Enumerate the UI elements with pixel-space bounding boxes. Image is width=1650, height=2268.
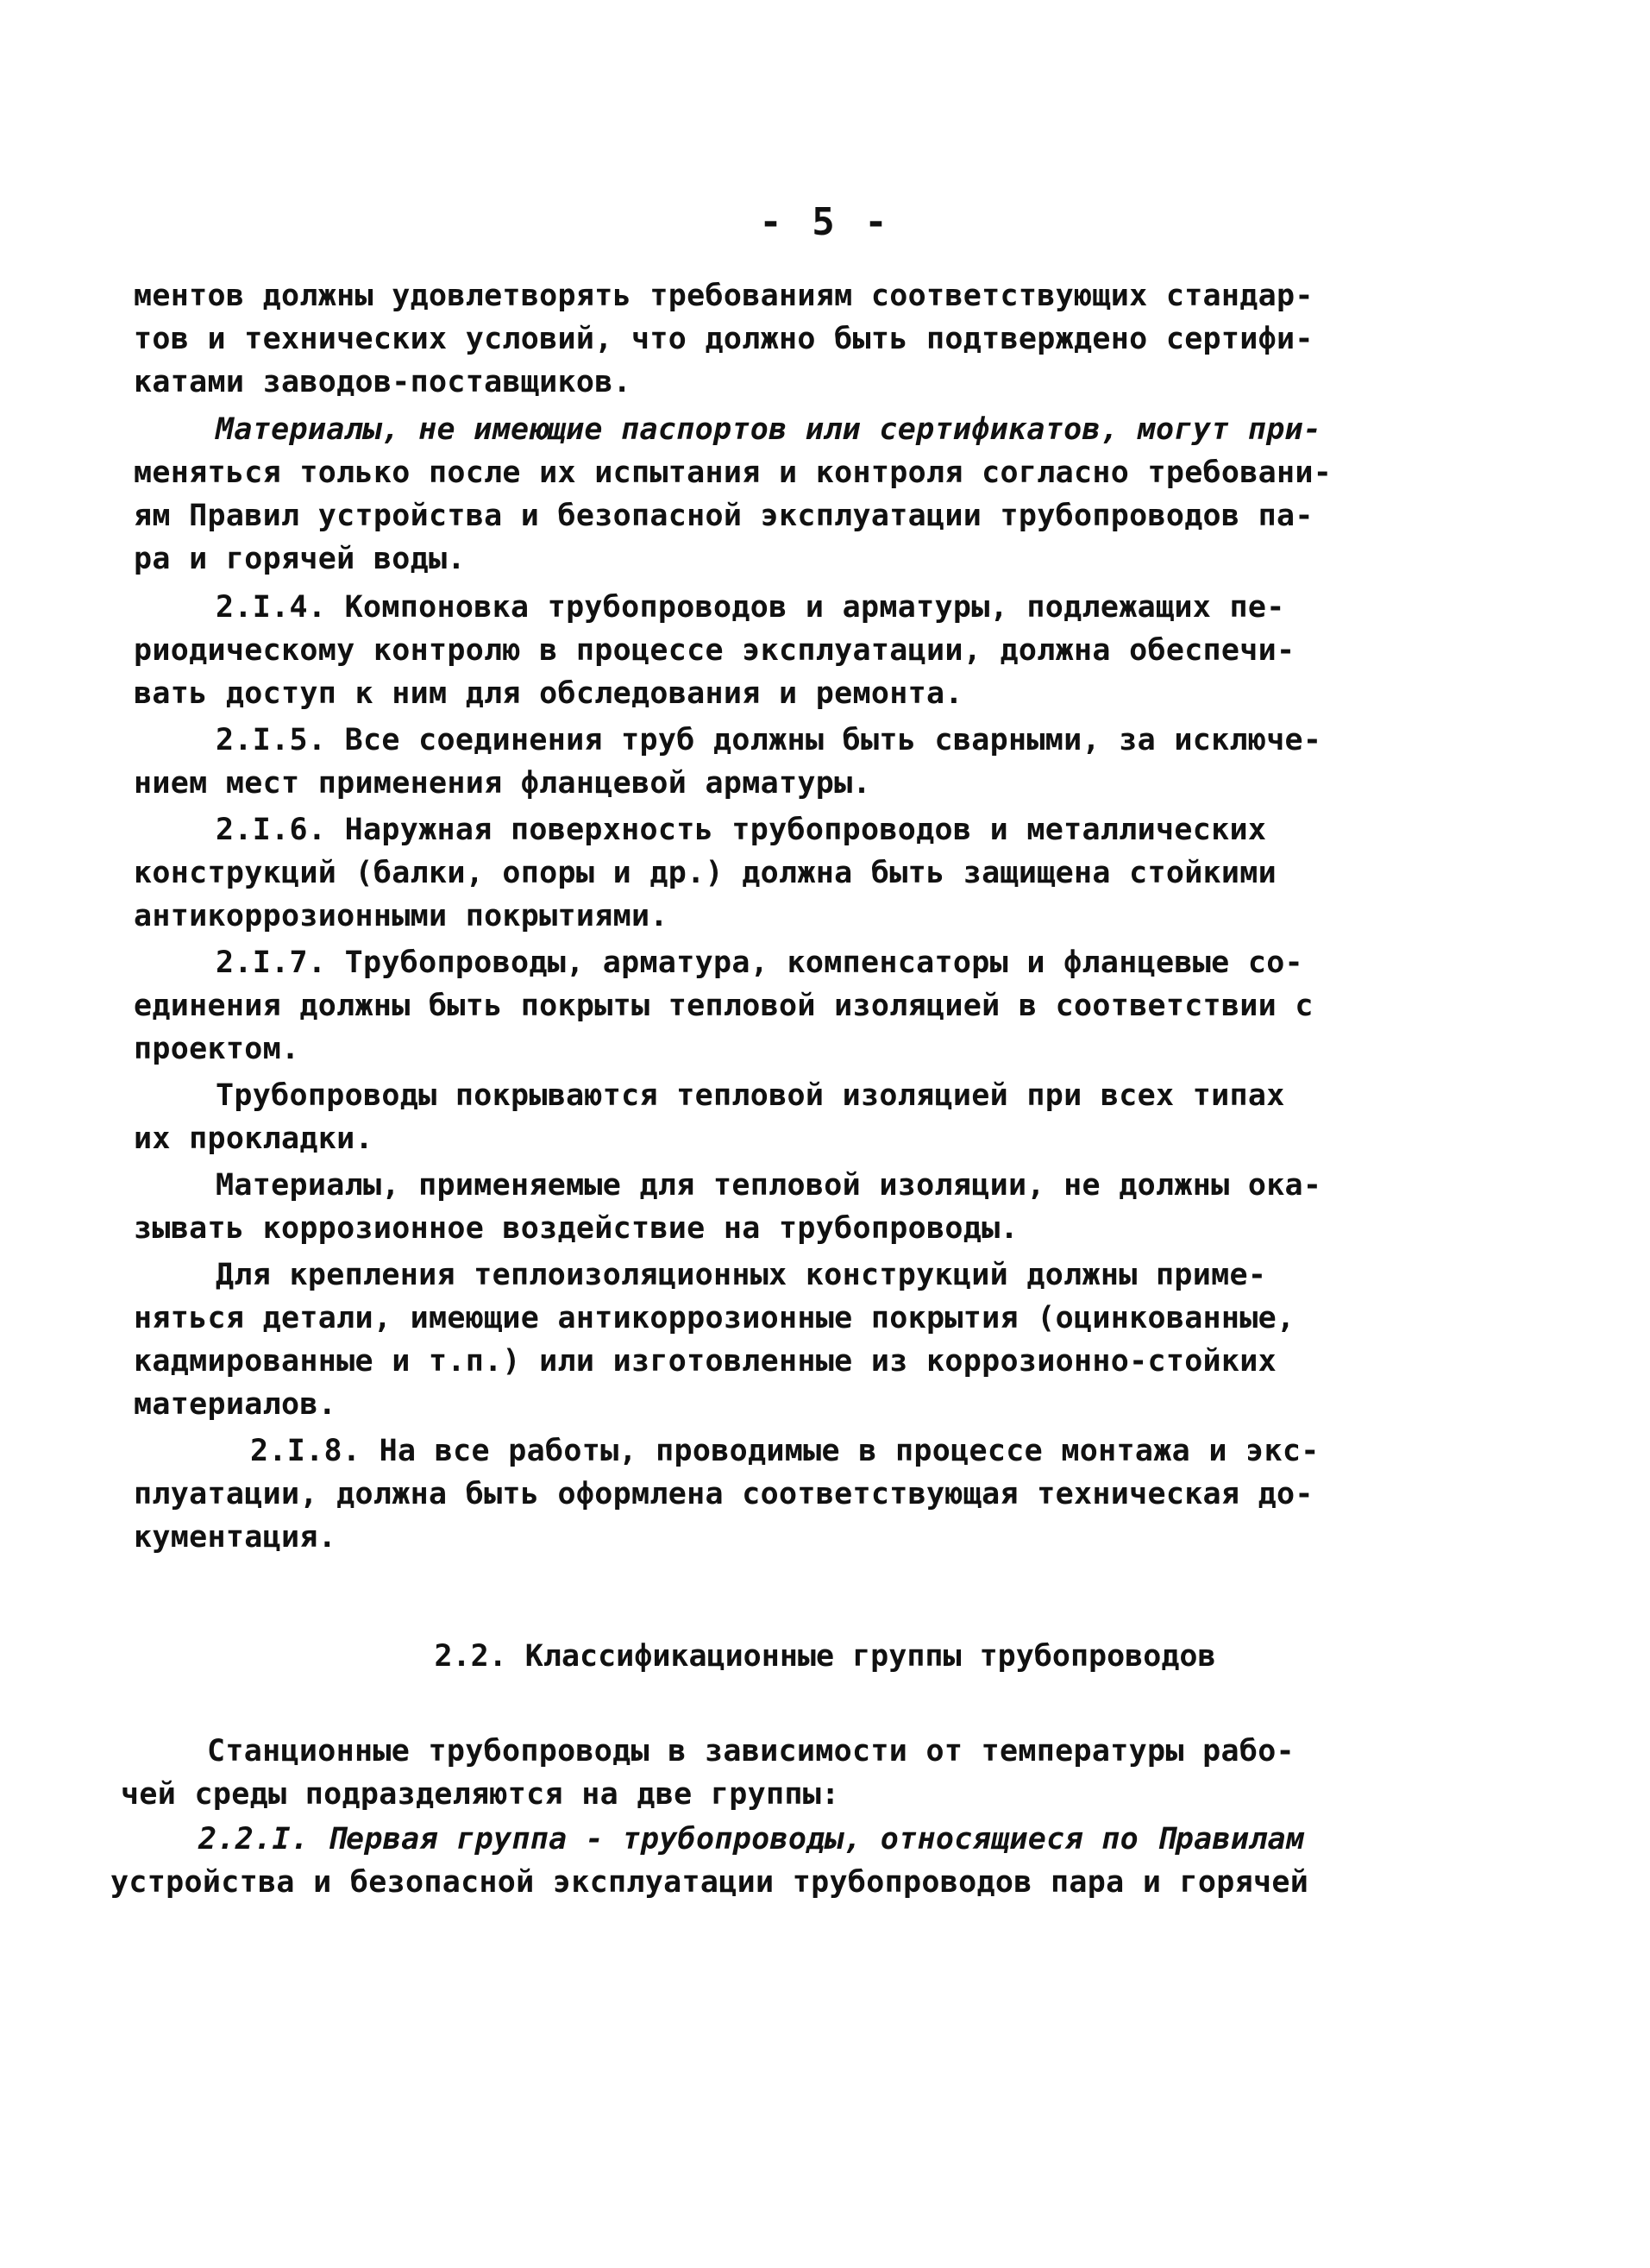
text-line: Материалы, не имеющие паспортов или сертификатов, могут при- xyxy=(216,412,1322,447)
text-line: риодическому контролю в процессе эксплуатации, должна обеспечи- xyxy=(134,633,1296,668)
text-line: 2.I.5. Все соединения труб должны быть сварными, за исключе- xyxy=(216,723,1322,757)
text-line: меняться только после их испытания и контроля согласно требовани- xyxy=(134,455,1333,490)
text-line: ментов должны удовлетворять требованиям соответствующих стандар- xyxy=(134,279,1314,313)
text-line: материалов. xyxy=(134,1387,337,1422)
text-line: 2.I.4. Компоновка трубопроводов и арматуры, подлежащих пе- xyxy=(216,590,1285,625)
text-line: их прокладки. xyxy=(134,1121,373,1156)
text-line: 2.2.I. Первая группа - трубопроводы, относящиеся по Правилам xyxy=(198,1822,1305,1856)
text-line: няться детали, имеющие антикоррозионные покрытия (оцинкованные, xyxy=(134,1301,1296,1335)
text-line: ра и горячей воды. xyxy=(134,542,466,576)
text-line: Материалы, применяемые для тепловой изоляции, не должны ока- xyxy=(216,1168,1322,1203)
text-line: 2.I.8. На все работы, проводимые в процессе монтажа и экс- xyxy=(250,1434,1320,1468)
text-line: зывать коррозионное воздействие на трубопроводы. xyxy=(134,1211,1019,1246)
text-line: тов и технических условий, что должно быть подтверждено сертифи- xyxy=(134,322,1314,356)
text-line: конструкций (балки, опоры и др.) должна быть защищена стойкими xyxy=(134,856,1277,890)
text-line: единения должны быть покрыты тепловой изоляцией в соответствии с xyxy=(134,989,1314,1023)
text-line: вать доступ к ним для обследования и ремонта. xyxy=(134,676,963,711)
section-heading: 2.2. Классификационные группы трубопроводов xyxy=(434,1639,1216,1674)
text-line: чей среды подразделяются на две группы: xyxy=(121,1777,840,1812)
text-line: катами заводов-поставщиков. xyxy=(134,365,632,399)
text-line: кументация. xyxy=(134,1520,337,1555)
text-line: Для крепления теплоизоляционных конструкций должны приме- xyxy=(216,1258,1267,1292)
text-line: антикоррозионными покрытиями. xyxy=(134,899,668,933)
text-line: 2.I.6. Наружная поверхность трубопроводов и металлических xyxy=(216,813,1267,847)
text-line: проектом. xyxy=(134,1032,300,1066)
text-line: 2.I.7. Трубопроводы, арматура, компенсаторы и фланцевые со- xyxy=(216,946,1303,980)
text-line: нием мест применения фланцевой арматуры. xyxy=(134,766,871,801)
page-number: - 5 - xyxy=(759,200,891,244)
text-line: ям Правил устройства и безопасной эксплуатации трубопроводов па- xyxy=(134,499,1314,533)
text-line: кадмированные и т.п.) или изготовленные из коррозионно-стойких xyxy=(134,1344,1277,1379)
text-line: устройства и безопасной эксплуатации трубопроводов пара и горячей xyxy=(110,1865,1309,1900)
text-line: Трубопроводы покрываются тепловой изоляцией при всех типах xyxy=(216,1078,1285,1113)
text-line: плуатации, должна быть оформлена соответствующая техническая до- xyxy=(134,1477,1314,1511)
text-line: Станционные трубопроводы в зависимости от температуры рабо- xyxy=(207,1734,1295,1769)
